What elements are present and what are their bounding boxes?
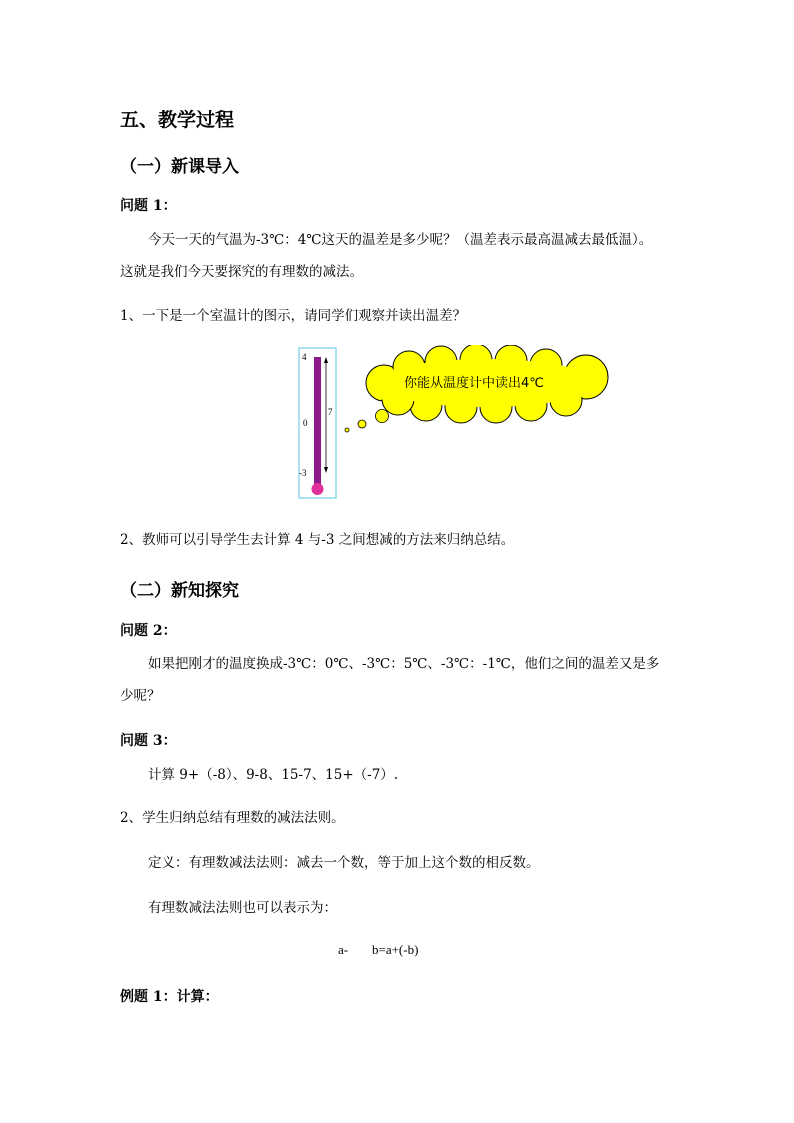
main-heading: 五、教学过程 — [120, 109, 235, 131]
speech-cloud-text: 你能从温度计中读出4℃ — [404, 376, 544, 391]
section-heading-intro: （一）新课导入 — [120, 157, 239, 177]
definition-text: 定义：有理数减法法则：减去一个数，等于加上这个数的相反数。 — [148, 855, 540, 871]
question-2-text-line2: 少呢？ — [120, 688, 161, 704]
question-2-text-line1: 如果把刚才的温度换成-3℃：0℃、-3℃：5℃、-3℃：-1℃，他们之间的温差又是多 — [148, 656, 660, 672]
question-1-text-line1: 今天一天的气温为-3℃：4℃这天的温差是多少呢？（温差表示最高温减去最低温）。 — [148, 232, 653, 248]
thermometer-bottom-mark: -3 — [299, 468, 307, 478]
step-3-text: 2、学生归纳总结有理数的减法法则。 — [120, 810, 345, 826]
question-2-label: 问题 2： — [120, 623, 177, 639]
example-1-label: 例题 1：计算： — [120, 989, 219, 1005]
thermometer-zero-mark: 0 — [303, 418, 308, 428]
step-2-text: 2、教师可以引导学生去计算 4 与-3 之间想减的方法来归纳总结。 — [120, 532, 515, 548]
thought-dot-medium — [358, 420, 366, 428]
span-label: 7 — [328, 407, 333, 417]
span-arrow-top-head — [324, 357, 328, 363]
question-1-text-line2: 这就是我们今天要探究的有理数的减法。 — [120, 264, 363, 280]
span-arrow-bottom-head — [324, 467, 328, 473]
section-heading-explore: （二）新知探究 — [120, 581, 239, 601]
thermometer-tube — [314, 357, 321, 485]
step-1-text: 1、一下是一个室温计的图示，请同学们观察并读出温差？ — [120, 308, 467, 324]
question-1-label: 问题 1： — [120, 198, 177, 214]
thought-dot-large — [376, 410, 389, 423]
thermometer-top-mark: 4 — [302, 352, 307, 362]
question-3-label: 问题 3： — [120, 733, 177, 749]
question-3-text: 计算 9+（-8）、9-8、15-7、15+（-7）. — [148, 767, 399, 783]
thermometer-figure — [296, 345, 626, 505]
formula-left: a- — [338, 942, 349, 957]
formula-right: b=a+(-b) — [372, 942, 419, 957]
expressed-text: 有理数减法法则也可以表示为： — [148, 900, 337, 916]
thought-dot-small — [345, 428, 349, 432]
thermometer-bulb — [312, 483, 324, 495]
